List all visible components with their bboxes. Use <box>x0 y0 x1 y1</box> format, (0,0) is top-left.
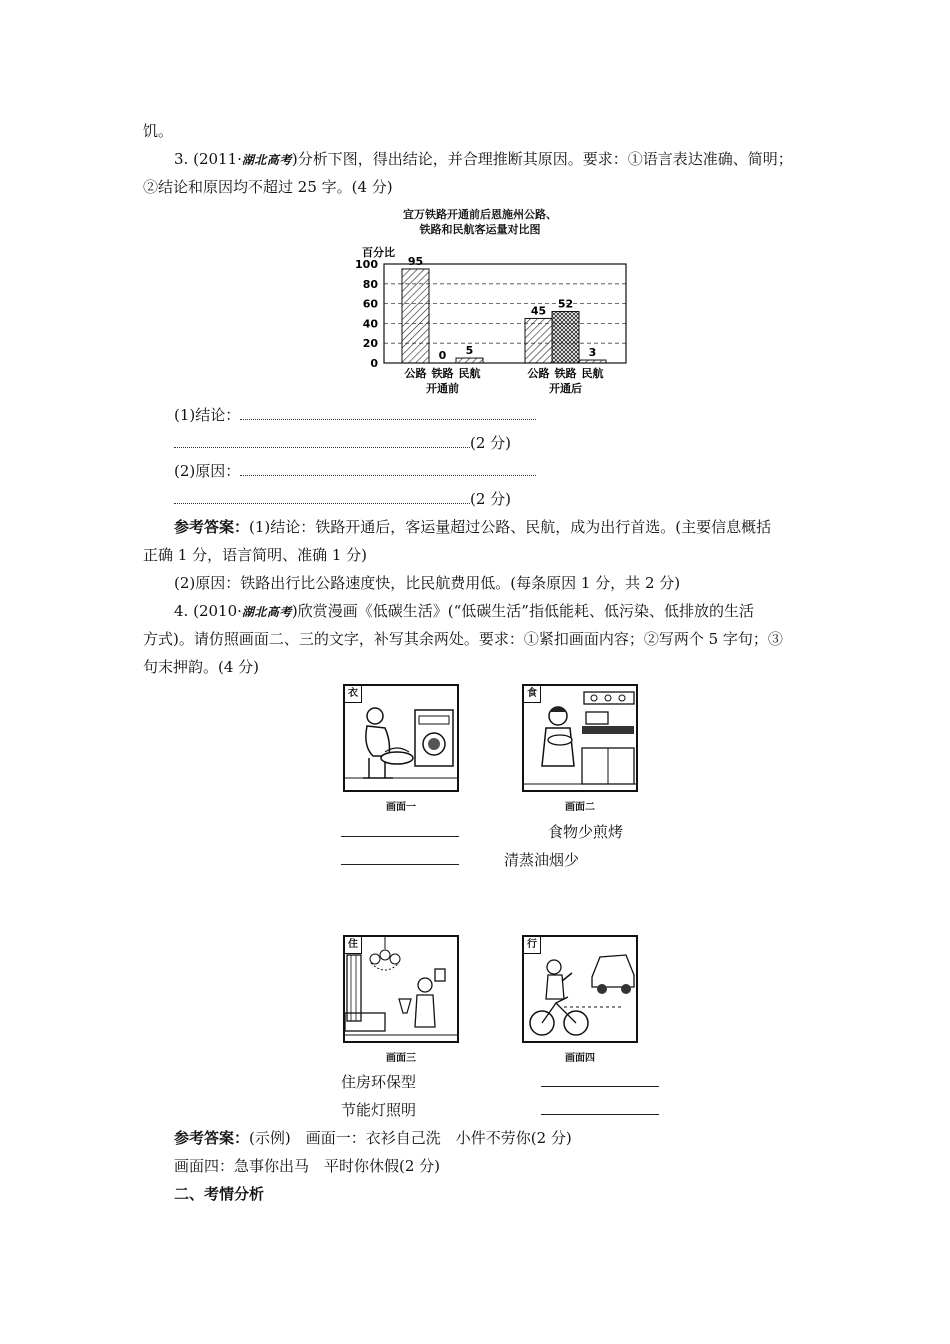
question-4-line-1: 4. (2010·湖北高考)欣赏漫画《低碳生活》(“低碳生活”指低能耗、低污染、低排放的生活 <box>174 602 754 620</box>
answer-2-blank-a[interactable] <box>240 461 536 476</box>
panel-1-caption: 画面一 <box>386 802 416 813</box>
panel-1-blank-2[interactable] <box>341 850 459 865</box>
y-tick-80: 80 <box>362 277 378 291</box>
panel-4-blank-2[interactable] <box>541 1100 659 1115</box>
panel-tag-clothing: 衣 <box>345 686 362 703</box>
category-label-1-2: 民航 <box>581 367 604 380</box>
group-labels <box>426 381 582 395</box>
cooking-illustration <box>524 686 636 790</box>
bar-label-0-0: 95 <box>407 254 424 268</box>
y-tick-0: 0 <box>370 357 378 370</box>
category-labels <box>405 366 604 380</box>
panel-tag-travel: 行 <box>524 937 541 954</box>
panel-tag-food: 食 <box>524 686 541 703</box>
panel-4-blank-line-2 <box>541 1100 659 1120</box>
y-tick-60: 60 <box>362 297 378 311</box>
laundry-illustration <box>345 686 457 790</box>
category-label-1-0: 公路 <box>527 367 550 380</box>
y-tick-20: 20 <box>362 337 378 351</box>
panel-3-line-2: 节能灯照明 <box>341 1101 417 1119</box>
bar-1-0 <box>525 318 552 363</box>
reference-answer-4-line-2: 画面四：急事你出马 平时你休假(2 分) <box>174 1157 441 1175</box>
comic-panel-4 <box>522 935 638 1043</box>
panel-1-blank-line-1 <box>341 822 459 842</box>
reference-answer-4-line-1: 参考答案：(示例) 画面一：衣衫自己洗 小件不劳你(2 分) <box>174 1129 572 1147</box>
bars <box>402 269 606 363</box>
bar-1-2 <box>579 360 606 363</box>
panel-1-blank-line-2 <box>341 850 459 870</box>
panel-2-line-1: 食物少煎烤 <box>548 823 624 841</box>
panel-1-blank-1[interactable] <box>341 822 459 837</box>
panel-2-line-2: 清蒸油烟少 <box>504 851 580 869</box>
panel-4-caption: 画面四 <box>565 1053 595 1064</box>
y-tick-100: 100 <box>355 258 378 271</box>
reference-answer-3-line-1: 参考答案：(1)结论：铁路开通后，客运量超过公路、民航，成为出行首选。(主要信息概括 <box>174 518 772 536</box>
bar-label-1-2: 3 <box>588 346 597 360</box>
question-3-line-2: ②结论和原因均不超过 25 字。(4 分) <box>143 178 393 196</box>
comic-panel-3 <box>343 935 459 1043</box>
y-axis-label: 百分比 <box>362 246 395 259</box>
source-hubei-gaokao: 湖北高考 <box>241 153 292 167</box>
question-4-line-2: 方式)。请仿照画面二、三的文字，补写其余两处。要求：①紧扣画面内容；②写两个 5 字句；③ <box>143 630 783 648</box>
bar-label-0-2: 5 <box>465 344 474 358</box>
bar-1-1 <box>552 312 579 363</box>
answer-2-line-b: (2 分) <box>174 489 511 509</box>
answer-1-line-a: (1)结论： <box>174 405 536 425</box>
cycling-illustration <box>524 937 636 1041</box>
group-label-0: 开通前 <box>426 382 459 395</box>
panel-4-blank-1[interactable] <box>541 1072 659 1087</box>
question-3-line-1: 3. (2011·湖北高考)分析下图，得出结论，并合理推断其原因。要求：①语言表达准确、简明； <box>174 150 793 168</box>
answer-2-line-a: (2)原因： <box>174 461 536 481</box>
answer-1-blank-a[interactable] <box>240 405 536 420</box>
chart-title: 宜万铁路开通前后恩施州公路、 铁路和民航客运量对比图 <box>403 208 557 236</box>
question-4-line-3: 句末押韵。(4 分) <box>143 658 260 676</box>
panel-3-caption: 画面三 <box>386 1053 416 1064</box>
panel-3-line-1: 住房环保型 <box>341 1073 417 1091</box>
comic-panel-1 <box>343 684 459 792</box>
category-label-0-2: 民航 <box>458 367 481 380</box>
category-label-0-1: 铁路 <box>431 367 454 380</box>
text-line-hunger: 饥。 <box>143 122 174 140</box>
section-heading-2: 二、考情分析 <box>174 1185 265 1203</box>
bar-0-2 <box>456 358 483 363</box>
reference-answer-3-line-2: 正确 1 分，语言简明、准确 1 分) <box>143 546 368 564</box>
y-tick-40: 40 <box>362 317 378 331</box>
category-label-0-0: 公路 <box>404 367 427 380</box>
panel-2-caption: 画面二 <box>565 802 595 813</box>
reference-answer-3-line-3: (2)原因：铁路出行比公路速度快，比民航费用低。(每条原因 1 分，共 2 分) <box>174 574 681 592</box>
bar-label-1-0: 45 <box>530 304 547 318</box>
group-label-1: 开通后 <box>549 382 582 395</box>
category-label-1-1: 铁路 <box>554 367 577 380</box>
panel-tag-housing: 住 <box>345 937 362 954</box>
bar-label-0-1: 0 <box>438 349 447 362</box>
bar-0-0 <box>402 269 429 363</box>
y-tick-labels <box>355 258 378 370</box>
comic-panel-2 <box>522 684 638 792</box>
answer-2-blank-b[interactable] <box>174 489 470 504</box>
bar-label-1-1: 52 <box>557 297 574 311</box>
answer-1-line-b: (2 分) <box>174 433 511 453</box>
housing-illustration <box>345 937 457 1041</box>
answer-1-blank-b[interactable] <box>174 433 470 448</box>
panel-4-blank-line-1 <box>541 1072 659 1092</box>
bar-chart <box>340 240 640 400</box>
source-hubei-gaokao-2: 湖北高考 <box>241 605 292 619</box>
